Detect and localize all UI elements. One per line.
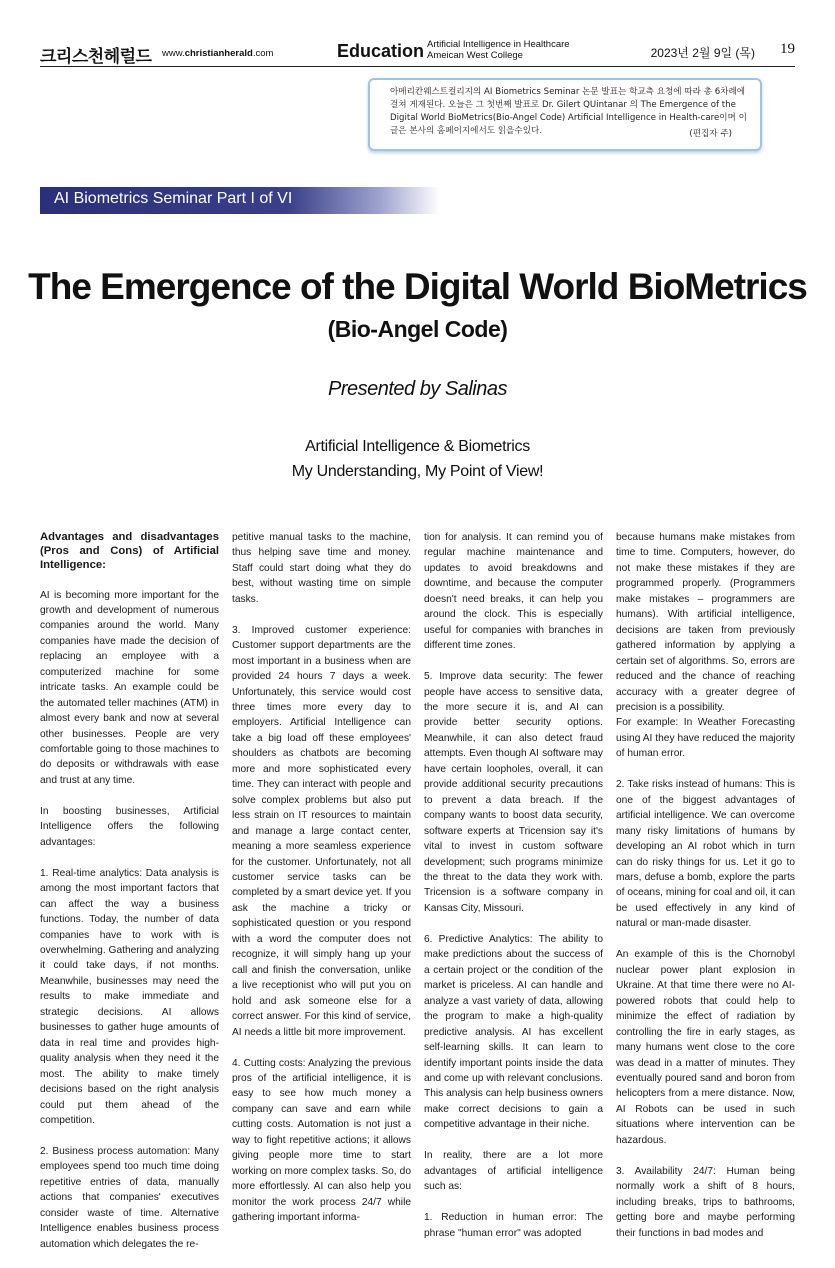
column-3 <box>424 530 603 1257</box>
section-subtitle: Artificial Intelligence in Healthcare Ameican West College <box>427 39 570 61</box>
topic-line-1: Artificial Intelligence & Biometrics <box>305 438 530 455</box>
column-4 <box>616 530 795 1256</box>
issue-date: 2023년 2월 9일 (목) <box>650 46 755 60</box>
section-name: Education <box>337 41 425 61</box>
paragraph: 6. Predictive Analytics: The ability to make predictions about the success of a certain project or the condition of the market is priceless. AI can handle and analyze a vast variety of data, allowing the program to make a high-quality predictive analysis. AI has excellent self-learning skills. It can learn to identify important points inside the data and come up with relevant conclusions. This analysis can help business owners make correct decisions to gain a competitive advantage in their niche. <box>424 933 603 1131</box>
paragraph: 4. Cutting costs: Analyzing the previous pros of the artificial intelligence, it is easy to see how much money a company can save and earn while cutting costs. Automation is not just a way to fight repetitive actions; it allows giving people more time to start working on more complex tasks. So, do more effortlessly. AI can also help you monitor the work process 24/7 while gathering important informa- <box>232 1057 411 1224</box>
paragraph: AI is becoming more important for the growth and development of numerous companies around the world. Many companies have made the decision of replacing an employee with a computerized machine for some intricate tasks. An example could be the automated teller machines (ATM) in almost every bank and now at several other businesses. People are very comfortable going to those machines to do deposits or withdrawals with ease and trust at any time. <box>40 589 219 786</box>
paragraph: For example: In Weather Forecasting using AI they have reduced the majority of human error. <box>616 717 795 760</box>
paragraph: tion for analysis. It can remind you of regular machine maintenance and updates to avoid breakdowns and downtime, and because the computer doesn't need breaks, it can help you around the clock. This is especially useful for companies with branches in different time zones. <box>424 532 603 652</box>
section-heading: Advantages and disadvantages (Pros and Cons) of Artificial Intelligence: <box>40 531 219 571</box>
article-subtitle: (Bio-Angel Code) <box>327 316 508 342</box>
presenter: Presented by Salinas <box>327 378 507 400</box>
paragraph: In reality, there are a lot more advantages of artificial intelligence such as: <box>424 1150 603 1193</box>
paragraph: An example of this is the Chornobyl nuclear power plant explosion in Ukraine. At that time there were no AI-powered robots that could help to minimize the effect of radiation by controlling the fire in early stages, as many humans went close to the core was dead in a matter of minutes. They eventually poured sand and boron from helicopters from a mere distance. Now, AI Robots can be used in such situations where intervention can be hazardous. <box>616 949 795 1146</box>
brand-logo: 크리스천헤럴드 <box>40 47 152 67</box>
paragraph: 2. Business process automation: Many employees spend too much time doing repetitive entries of data, manually actions that companies' executives consider waste of time. Alternative Intelligence enables business process automation which delegates the re- <box>40 1145 219 1250</box>
paragraph: 2. Take risks instead of humans: This is one of the biggest advantages of artificial intelligence. We can overcome many risky limitations of humans by developing an AI robot which in turn can do risky things for us. Let it go to mars, defuse a bomb, explore the parts of oceans, mining for coal and oil, it can be used effectively in any kind of natural or man-made disaster. <box>616 779 795 930</box>
paragraph: because humans make mistakes from time to time. Computers, however, do not make these mistakes if they are programmed properly. (Programmers make mistakes – programmers are humans). With artificial intelligence, decisions are taken from previously gathered information by applying a certain set of algorithms. So, errors are reduced and the chance of reaching accuracy with a greater degree of precision is a possibility. <box>616 532 795 713</box>
column-2 <box>232 530 411 1241</box>
paragraph: 5. Improve data security: The fewer people have access to sensitive data, the more secure it is, and AI can provide better security options. Meanwhile, it can also detect fraud attempts. Even though AI software may have certain loopholes, overall, it can provide additional security precautions to prevent a data breach. If the company wants to boost data security, software experts at Tricension say it's vital to invest in custom software development; such programs minimize the threat to the data they work with. Tricension is a software company in Kansas City, Missouri. <box>424 671 603 914</box>
paragraph: 1. Reduction in human error: The phrase "human error" was adopted <box>424 1212 603 1239</box>
series-banner-label: AI Biometrics Seminar Part I of VI <box>54 190 293 207</box>
site-url[interactable]: www.christianherald.com <box>162 48 274 59</box>
editor-signature: (편집자 주) <box>689 129 732 139</box>
paragraph: In boosting businesses, Artificial Intelligence offers the following advantages: <box>40 805 219 848</box>
editor-note <box>368 78 762 151</box>
series-banner <box>40 187 440 214</box>
page-number: 19 <box>780 41 795 57</box>
article-title: The Emergence of the Digital World BioMetrics <box>28 266 807 307</box>
header-rule <box>40 66 795 67</box>
column-1 <box>40 530 219 1268</box>
paragraph: petitive manual tasks to the machine, thus helping save time and money. Staff could start doing what they do best, without wasting time on simple tasks. <box>232 532 411 605</box>
topic-line-2: My Understanding, My Point of View! <box>291 463 544 480</box>
editor-note-text: 아메리칸웨스트컬리지의 AI Biometrics Seminar 논문 발표는 학교측 요청에 따라 총 6차례에 걸쳐 게재된다. 오늘은 그 첫번째 발표로 Dr. Gilert QUintanar 의 The Emergence of the Digital World BioMetrics(Bio-Angel Code) Artificial Intelligence in Health-care이며 이 글은 본사의 홈페이지에서도 읽을수있다. <box>390 87 747 136</box>
paragraph: 3. Availability 24/7: Human being normally work a shift of 8 hours, including breaks, trips to bathrooms, getting bore and maybe performing their functions in bad modes and <box>616 1165 795 1239</box>
paragraph: 1. Real-time analytics: Data analysis is among the most important factors that can affect the way a business functions. Today, the number of data companies have to work with is overwhelming. Gathering and analyzing it could take days, if not months. Meanwhile, businesses may need the results to make immediate and strategic decisions. AI allows businesses to gather huge amounts of data in real time and provides high-quality analysis when they need it the most. The ability to make timely decisions based on the right analysis could put them ahead of the competition. <box>40 867 219 1126</box>
topic <box>0 434 835 484</box>
paragraph: 3. Improved customer experience: Customer support departments are the most important in a business when are provided 24 hours 7 days a week. Unfortunately, this service would cost three times more every day to employers. Artificial Intelligence can take a big load off these employees' shoulders as chatbots are becoming more and more sophisticated every time. They can interact with people and solve complex problems but also put less strain on IT resources to maintain and manage a large contact center, meaning a more seamless experience for the customer. Unfortunately, not all customer service tasks can be completed by a smart device yet. If you ask the machine a tricky or sophisticated question or you respond with a word the computer does not recognize, it will simply hang up your call and finish the conversation, unlike a live receptionist who will put you on hold and ask someone else for a correct answer. For this kind of service, AI needs a little bit more improvement. <box>232 624 411 1038</box>
